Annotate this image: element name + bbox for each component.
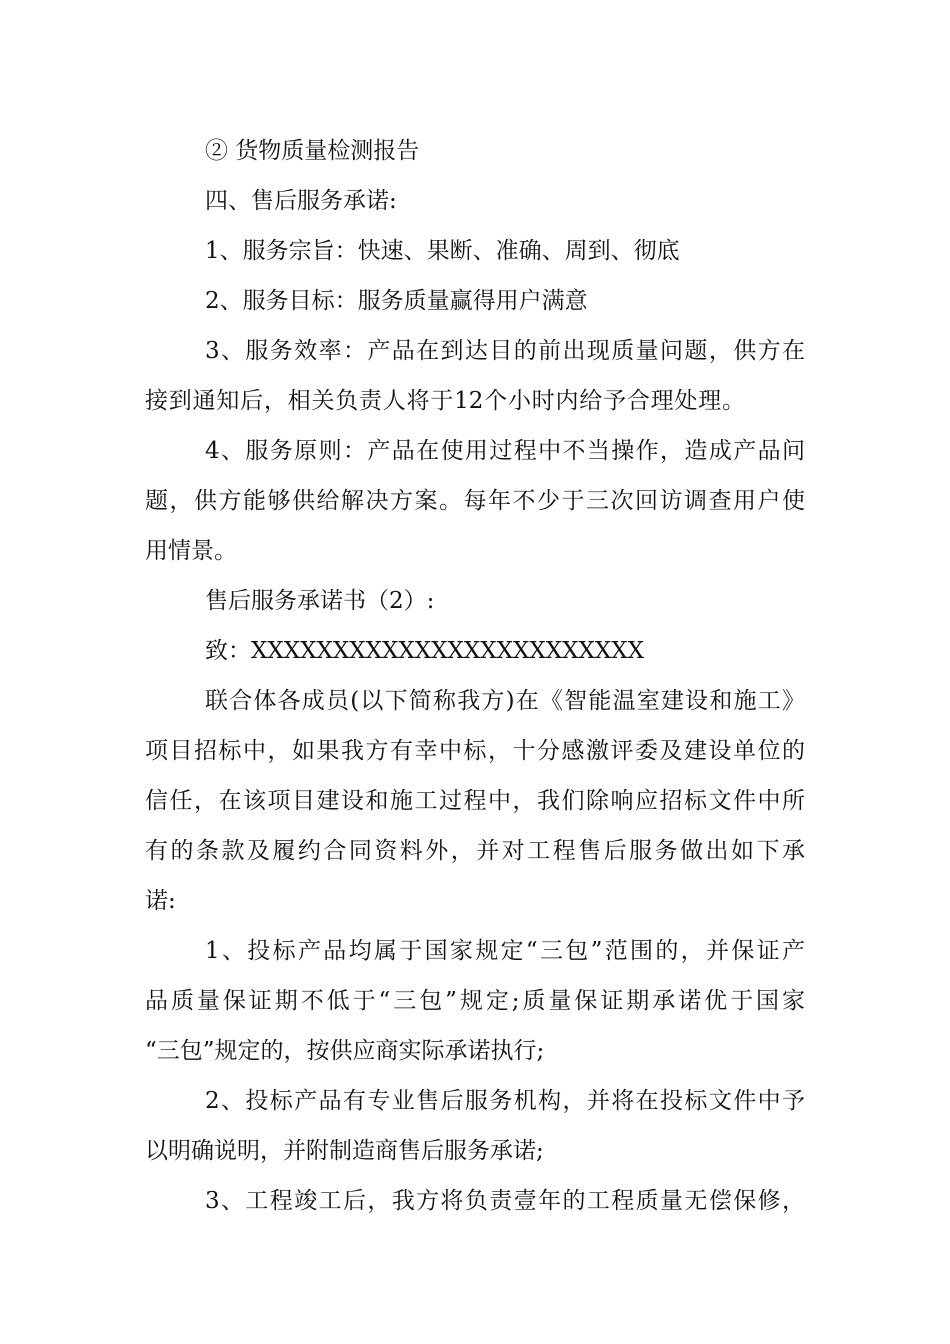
text-line-20: 2、投标产品有专业售后服务机构，并将在投标文件中予 [205, 1088, 805, 1114]
text-line-12: 联合体各成员(以下简称我方)在《智能温室建设和施工》 [205, 688, 805, 714]
text-line-17: 1、投标产品均属于国家规定“三包”范围的，并保证产 [205, 938, 805, 964]
text-line-16: 诺: [145, 888, 176, 914]
text-line-4: 2、服务目标：服务质量赢得用户满意 [205, 288, 588, 314]
text-line-5: 3、服务效率：产品在到达目的前出现质量问题，供方在 [205, 338, 805, 364]
text-line-1: ② 货物质量检测报告 [205, 138, 420, 164]
text-line-15: 有的条款及履约合同资料外，并对工程售后服务做出如下承 [145, 838, 805, 864]
text-line-3: 1、服务宗旨：快速、果断、准确、周到、彻底 [205, 238, 680, 264]
text-line-7: 4、服务原则：产品在使用过程中不当操作，造成产品问 [205, 438, 805, 464]
text-line-13: 项目招标中，如果我方有幸中标，十分感激评委及建设单位的 [145, 738, 805, 764]
text-line-22: 3、工程竣工后，我方将负责壹年的工程质量无偿保修， [205, 1188, 805, 1214]
text-line-21: 以明确说明，并附制造商售后服务承诺; [145, 1138, 544, 1164]
text-line-11: 致：XXXXXXXXXXXXXXXXXXXXXXXX [205, 638, 644, 664]
text-line-9: 用情景。 [145, 538, 237, 564]
text-line-2: 四、售后服务承诺: [205, 188, 397, 214]
text-line-19: “三包”规定的，按供应商实际承诺执行; [145, 1038, 545, 1064]
text-line-8: 题，供方能够供给解决方案。每年不少于三次回访调查用户使 [145, 488, 805, 514]
text-line-14: 信任，在该项目建设和施工过程中，我们除响应招标文件中所 [145, 788, 805, 814]
text-line-6: 接到通知后，相关负责人将于12个小时内给予合理处理。 [145, 388, 745, 414]
text-line-10: 售后服务承诺书（2）: [205, 588, 435, 614]
text-line-18: 品质量保证期不低于“三包”规定;质量保证期承诺优于国家 [145, 988, 805, 1014]
